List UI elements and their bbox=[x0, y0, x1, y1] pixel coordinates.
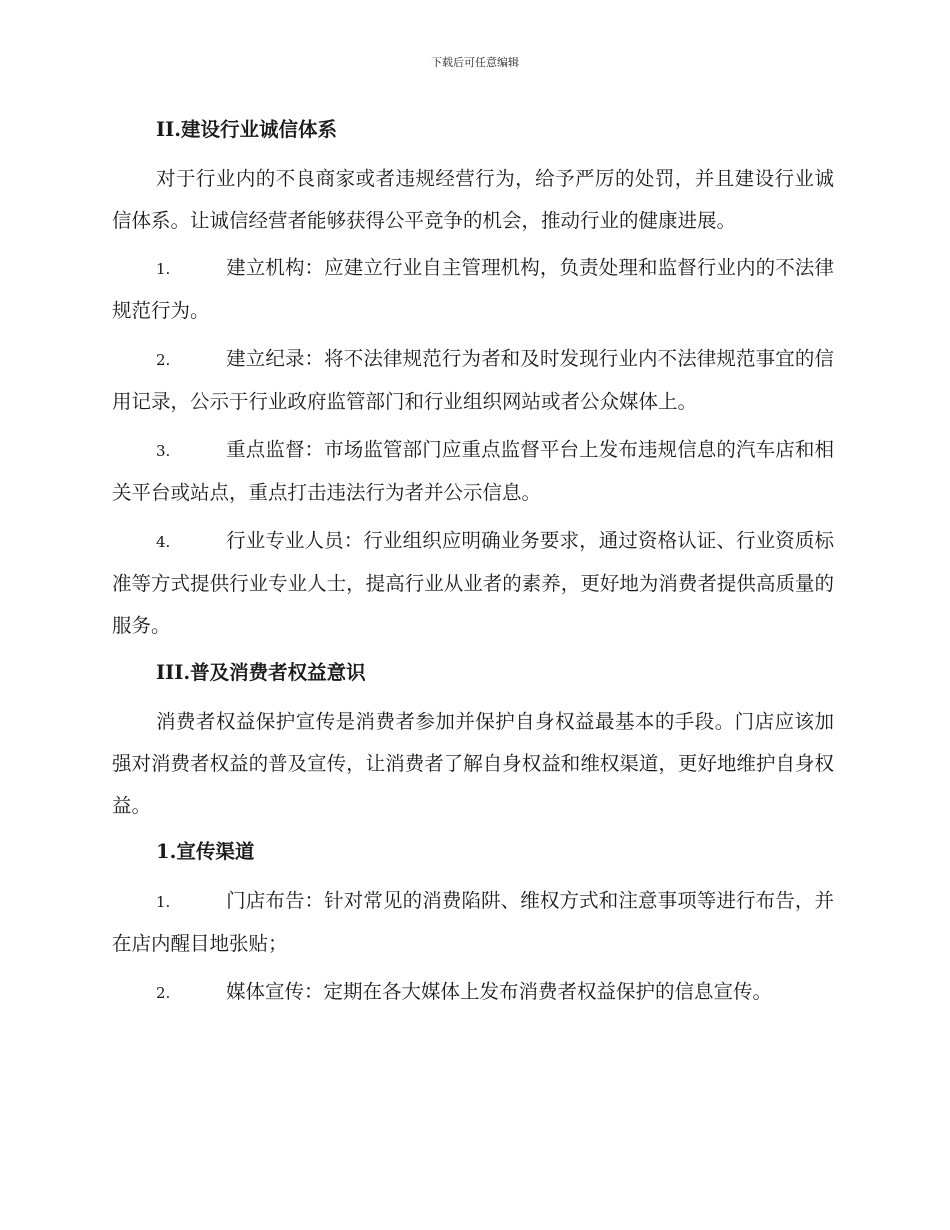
list-item bbox=[112, 971, 834, 1014]
list-item bbox=[112, 429, 834, 514]
list-item-text: 行业专业人员：行业组织应明确业务要求，通过资格认证、行业资质标准等方式提供行业专业人士，提高行业从业者的素养，更好地为消费者提供高质量的服务。 bbox=[112, 529, 834, 637]
list-item-number: 1. bbox=[156, 893, 171, 911]
section-intro-integrity: 对于行业内的不良商家或者违规经营行为，给予严厉的处罚，并且建设行业诚信体系。让诚信经营者能够获得公平竞争的机会，推动行业的健康进展。 bbox=[112, 167, 834, 232]
list-item bbox=[112, 338, 834, 423]
document-body bbox=[112, 110, 834, 1020]
list-item bbox=[112, 880, 834, 965]
list-item-number: 1. bbox=[156, 260, 171, 278]
list-item-text: 媒体宣传：定期在各大媒体上发布消费者权益保护的信息宣传。 bbox=[226, 980, 773, 1003]
list-item-number: 4. bbox=[156, 533, 171, 551]
section-heading-integrity: II.建设行业诚信体系 bbox=[156, 118, 338, 141]
list-item bbox=[112, 520, 834, 647]
list-item-number: 3. bbox=[156, 442, 171, 460]
subsection-heading-channels: 1.宣传渠道 bbox=[156, 840, 255, 863]
section-heading-consumer-rights: III.普及消费者权益意识 bbox=[156, 661, 366, 684]
list-item-text: 建立机构：应建立行业自主管理机构，负责处理和监督行业内的不法律规范行为。 bbox=[112, 256, 834, 322]
list-item-text: 重点监督：市场监管部门应重点监督平台上发布违规信息的汽车店和相关平台或站点，重点打击违法行为者并公示信息。 bbox=[112, 438, 834, 504]
list-item-text: 建立纪录：将不法律规范行为者和及时发现行业内不法律规范事宜的信用记录，公示于行业政府监管部门和行业组织网站或者公众媒体上。 bbox=[112, 347, 834, 413]
page-header: 下载后可任意编辑 bbox=[431, 56, 519, 69]
list-item bbox=[112, 247, 834, 332]
section-intro-consumer-rights: 消费者权益保护宣传是消费者参加并保护自身权益最基本的手段。门店应该加强对消费者权益的普及宣传，让消费者了解自身权益和维权渠道，更好地维护自身权益。 bbox=[112, 710, 834, 817]
list-item-number: 2. bbox=[156, 351, 171, 369]
list-item-text: 门店布告：针对常见的消费陷阱、维权方式和注意事项等进行布告，并在店内醒目地张贴； bbox=[112, 889, 834, 955]
list-item-number: 2. bbox=[156, 984, 171, 1002]
